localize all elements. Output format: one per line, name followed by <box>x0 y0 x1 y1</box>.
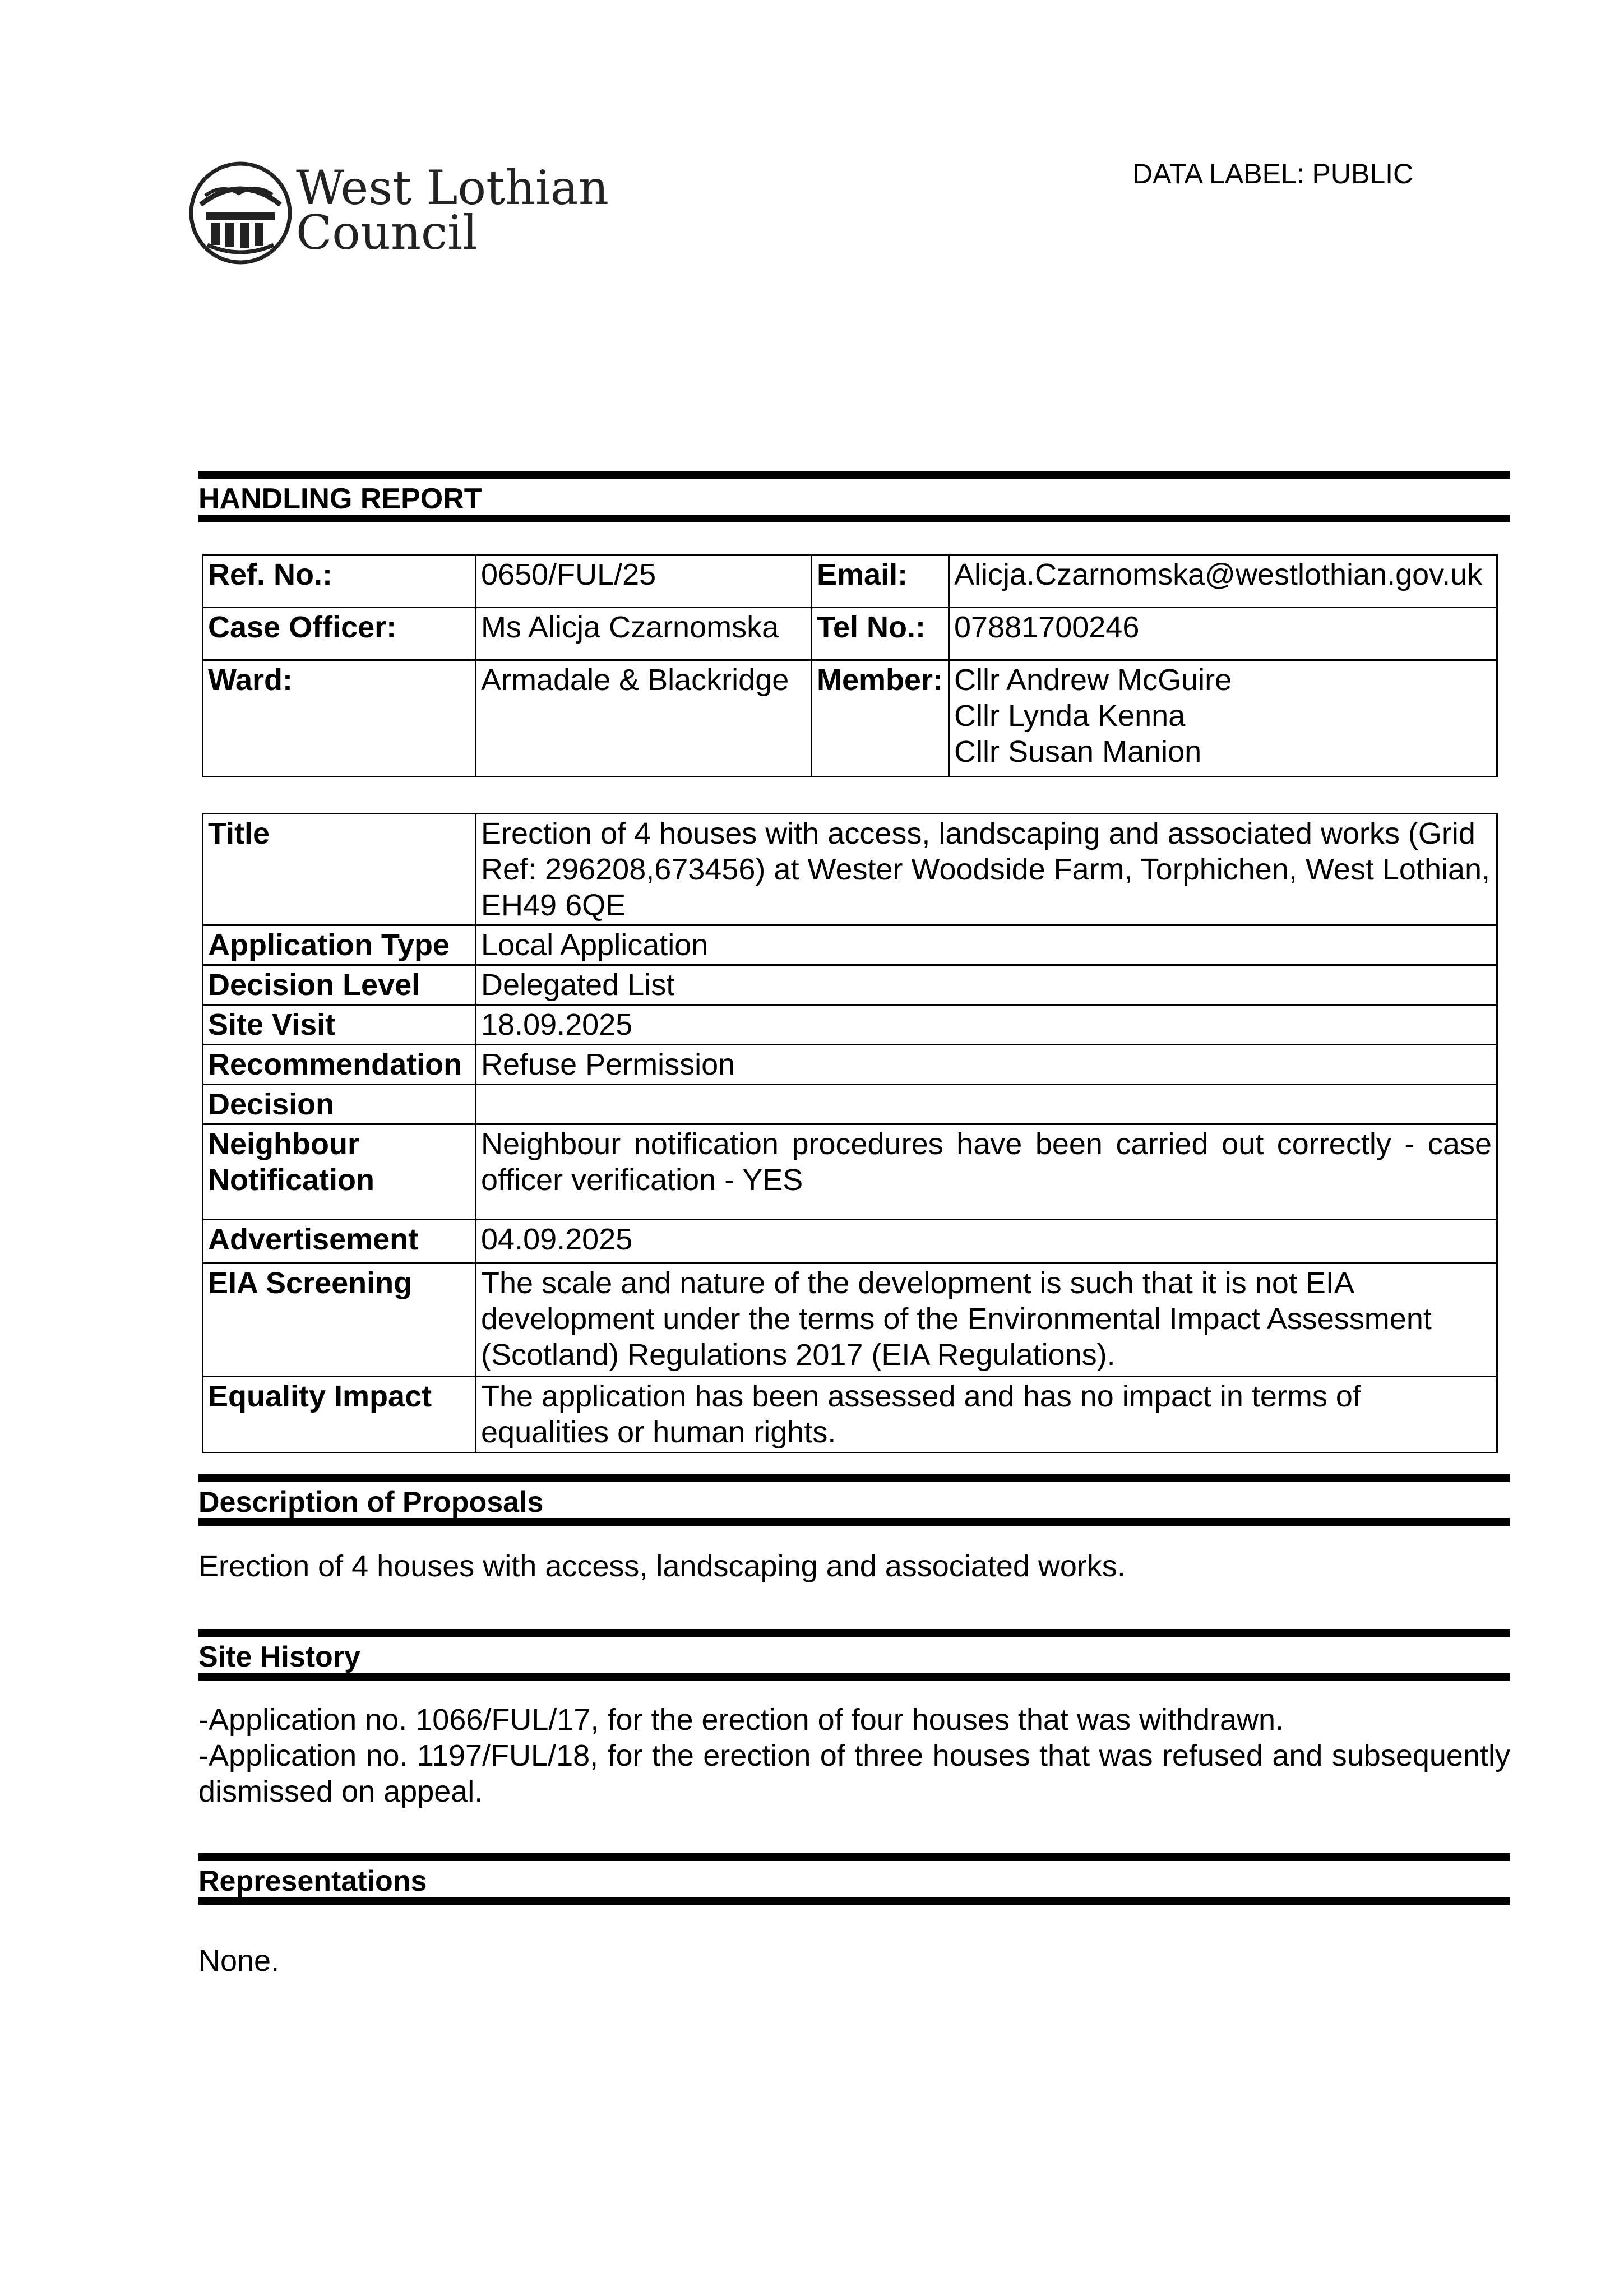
advertisement-value: 04.09.2025 <box>476 1220 1497 1263</box>
advertisement-label: Advertisement <box>203 1220 476 1263</box>
table-row <box>203 1045 1497 1085</box>
ward-value: Armadale & Blackridge <box>476 660 812 777</box>
representations-title: Representations <box>198 1865 427 1897</box>
email-value: Alicja.Czarnomska@westlothian.gov.uk <box>949 555 1497 608</box>
ref-value: 0650/FUL/25 <box>476 555 812 608</box>
table-row <box>203 1263 1497 1377</box>
table-row <box>203 814 1497 925</box>
ref-label: Ref. No.: <box>203 555 476 608</box>
data-label: DATA LABEL: PUBLIC <box>1132 158 1414 189</box>
handling-report-heading <box>198 471 1510 522</box>
decision-value <box>476 1085 1497 1124</box>
neighbour-notification-label: Neighbour Notification <box>203 1124 476 1220</box>
table-row <box>203 660 1497 777</box>
description-title: Description of Proposals <box>198 1486 544 1519</box>
case-officer-label: Case Officer: <box>203 608 476 660</box>
council-logo <box>188 160 609 271</box>
table-row <box>203 608 1497 660</box>
member-label: Member: <box>812 660 949 777</box>
site-history-list <box>198 1702 1510 1809</box>
title-label: Title <box>203 814 476 925</box>
ward-label: Ward: <box>203 660 476 777</box>
table-row <box>203 555 1497 608</box>
description-heading <box>198 1474 1510 1526</box>
decision-level-value: Delegated List <box>476 965 1497 1005</box>
site-visit-value: 18.09.2025 <box>476 1005 1497 1045</box>
case-details-table <box>202 554 1498 777</box>
site-visit-label: Site Visit <box>203 1005 476 1045</box>
application-type-label: Application Type <box>203 925 476 965</box>
eia-screening-label: EIA Screening <box>203 1263 476 1377</box>
application-type-value: Local Application <box>476 925 1497 965</box>
equality-impact-label: Equality Impact <box>203 1377 476 1453</box>
council-crest-icon <box>188 161 293 265</box>
table-row <box>203 1220 1497 1263</box>
site-history-heading <box>198 1629 1510 1681</box>
tel-value: 07881700246 <box>949 608 1497 660</box>
council-name: West Lothian Council <box>296 160 609 260</box>
table-row <box>203 1377 1497 1453</box>
application-details-table <box>202 813 1498 1453</box>
case-officer-value: Ms Alicja Czarnomska <box>476 608 812 660</box>
representations-text: None. <box>198 1944 280 1978</box>
member-name: Cllr Lynda Kenna <box>954 699 1186 733</box>
site-history-title: Site History <box>198 1641 360 1673</box>
table-row <box>203 965 1497 1005</box>
table-row <box>203 1005 1497 1045</box>
email-label: Email: <box>812 555 949 608</box>
table-row <box>203 1085 1497 1124</box>
list-item: -Application no. 1066/FUL/17, for the erection of four houses that was withdrawn. <box>198 1703 1284 1737</box>
eia-screening-value: The scale and nature of the development is such that it is not EIA development under the terms of the Environmental Impact Assessment (Scotland) Regulations 2017 (EIA Regulations). <box>476 1263 1497 1377</box>
equality-impact-value: The application has been assessed and has no impact in terms of equalities or human rights. <box>476 1377 1497 1453</box>
decision-level-label: Decision Level <box>203 965 476 1005</box>
member-name: Cllr Susan Manion <box>954 735 1202 769</box>
member-name: Cllr Andrew McGuire <box>954 663 1232 697</box>
decision-label: Decision <box>203 1085 476 1124</box>
title-value: Erection of 4 houses with access, landscaping and associated works (Grid Ref: 296208,673456) at Wester Woodside Farm, Torphichen, West Lothian, EH49 6QE <box>476 814 1497 925</box>
description-text: Erection of 4 houses with access, landscaping and associated works. <box>198 1549 1126 1583</box>
list-item: -Application no. 1197/FUL/18, for the erection of three houses that was refused and subsequently dismissed on appeal. <box>198 1739 1510 1808</box>
handling-report-title: HANDLING REPORT <box>198 483 482 515</box>
table-row <box>203 925 1497 965</box>
neighbour-notification-value: Neighbour notification procedures have been carried out correctly - case officer verification - YES <box>476 1124 1497 1220</box>
recommendation-value: Refuse Permission <box>476 1045 1497 1085</box>
tel-label: Tel No.: <box>812 608 949 660</box>
recommendation-label: Recommendation <box>203 1045 476 1085</box>
table-row <box>203 1124 1497 1220</box>
member-values <box>949 660 1497 777</box>
representations-heading <box>198 1853 1510 1905</box>
